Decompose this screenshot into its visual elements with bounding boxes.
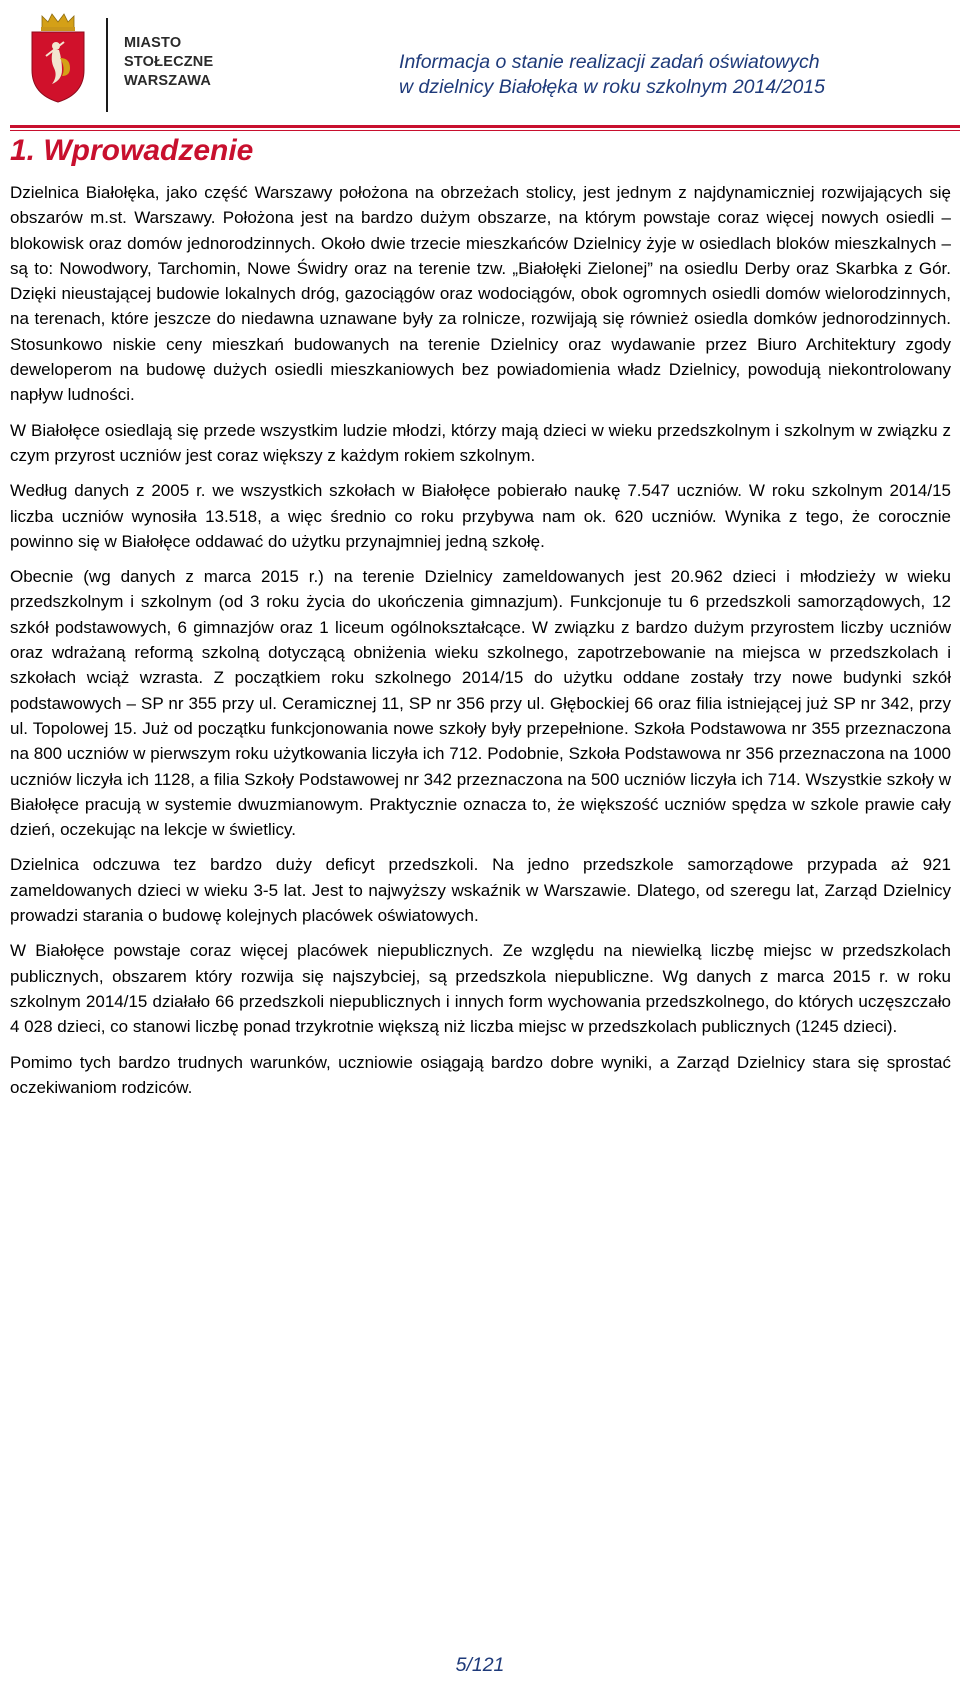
paragraph: Dzielnica odczuwa tez bardzo duży deficyt przedszkoli. Na jedno przedszkole samorządowe przypada aż 921 zameldowanych dzieci w wieku 3-5 lat. Jest to najwyższy wskaźnik w Warszawie. Dlatego, od szeregu lat, Zarząd Dzielnicy prowadzi starania o budowę kolejnych placówek oświatowych. — [10, 855, 951, 926]
body-text — [10, 180, 951, 1110]
header-divider — [106, 18, 108, 112]
paragraph: W Białołęce osiedlają się przede wszystkim ludzie młodzi, którzy mają dzieci w wieku przedszkolnym i szkolnym w związku z czym przyrost uczniów jest coraz większy z każdym rokiem szkolnym. — [10, 420, 951, 465]
org-line: WARSZAWA — [124, 73, 211, 89]
paragraph: W Białołęce powstaje coraz więcej placówek niepublicznych. Ze względu na niewielką liczbę miejsc w przedszkolach publicznych, obszarem który rozwija się najszybciej, są przedszkola niepubliczne. Wg danych z marca 2015 r. w roku szkolnym 2014/15 działało 66 przedszkoli niepublicznych i innych form wychowania przedszkolnego, do których uczęszczało 4 028 dzieci, co stanowi liczbę ponad trzykrotnie większą niż liczba miejsc w przedszkolach publicznych (1245 dzieci). — [10, 941, 951, 1037]
warsaw-coat-of-arms-logo — [28, 12, 88, 104]
header-rule-thin — [10, 130, 960, 131]
paragraph: Według danych z 2005 r. we wszystkich szkołach w Białołęce pobierało naukę 7.547 uczniów. W roku szkolnym 2014/15 liczba uczniów wynosiła 13.518, a więc średnio co roku przybywa nam ok. 620 uczniów. Wynika z tego, że corocznie powinno się w Białołęce oddawać do użytku przynajmniej jedną szkołę. — [10, 481, 951, 551]
page-header — [0, 0, 960, 125]
header-rule — [10, 125, 960, 128]
org-line: STOŁECZNE — [124, 54, 214, 70]
page-number: 5/121 — [455, 1654, 505, 1676]
document-title-line: Informacja o stanie realizacji zadań oświatowych — [399, 51, 820, 73]
paragraph: Obecnie (wg danych z marca 2015 r.) na terenie Dzielnicy zameldowanych jest 20.962 dzieci i młodzieży w wieku przedszkolnym i szkolnym (od 3 roku życia do ukończenia gimnazjum). Funkcjonuje tu 6 przedszkoli samorządowych, 12 szkół podstawowych, 6 gimnazjów oraz 1 liceum ogólnokształcące. W związku z bardzo dużym przyrostem liczby uczniów oraz wdrażaną reformą szkolną dotyczącą obniżenia wieku szkolnego, zapotrzebowanie na miejsca w przedszkolach i szkołach wciąż wzrasta. Z początkiem roku szkolnego 2014/15 do użytku oddane zostały trzy nowe budynki szkół podstawowych – SP nr 355 przy ul. Ceramicznej 11, SP nr 356 przy ul. Głębockiej 66 oraz filia istniejącej już SP nr 342, przy ul. Topolowej 15. Już od początku funkcjonowania nowe szkoły były przepełnione. Szkoła Podstawowa nr 355 przeznaczona na 800 uczniów w pierwszym roku użytkowania liczyła ich 712. Podobnie, Szkoła Podstawowa nr 356 przeznaczona na 1000 uczniów liczyła ich 1128, a filia Szkoły Podstawowej nr 342 przeznaczona na 500 uczniów liczyła ich 714. Wszystkie szkoły w Białołęce pracują w systemie dwuzmianowym. Praktycznie oznacza to, że większość uczniów spędza w szkole prawie cały dzień, oczekując na lekcje w świetlicy. — [10, 567, 951, 840]
paragraph: Dzielnica Białołęka, jako część Warszawy położona na obrzeżach stolicy, jest jednym z najdynamiczniej rozwijających się obszarów m.st. Warszawy. Położona jest na bardzo dużym obszarze, na którym powstaje coraz więcej nowych osiedli – blokowisk oraz domów jednorodzinnych. Około dwie trzecie mieszkańców Dzielnicy żyje w osiedlach bloków mieszkalnych – są to: Nowodwory, Tarchomin, Nowe Świdry oraz na terenie tzw. „Białołęki Zielonej” na osiedlu Derby oraz Skarbka z Gór. Dzięki nieustającej budowie lokalnych dróg, gazociągów oraz wodociągów, obok ogromnych osiedli domów wielorodzinnych, na terenach, które jeszcze do niedawna uznawane były za rolnicze, rozwijają się również osiedla domków jednorodzinnych. Stosunkowo niskie ceny mieszkań budowanych na terenie Dzielnicy oraz wydawanie przez Biuro Architektury zgody deweloperom na budowę dużych osiedli mieszkaniowych bez powiadomienia władz Dzielnicy, powodują niekontrolowany napływ ludności. — [10, 183, 951, 405]
paragraph: Pomimo tych bardzo trudnych warunków, uczniowie osiągają bardzo dobre wyniki, a Zarząd Dzielnicy stara się sprostać oczekiwaniom rodziców. — [10, 1052, 951, 1097]
organization-name — [124, 34, 213, 91]
org-line: MIASTO — [124, 35, 182, 51]
document-title — [399, 50, 825, 100]
section-heading: 1. Wprowadzenie — [10, 134, 254, 167]
document-title-line: w dzielnicy Białołęka w roku szkolnym 2014/2015 — [399, 76, 825, 98]
